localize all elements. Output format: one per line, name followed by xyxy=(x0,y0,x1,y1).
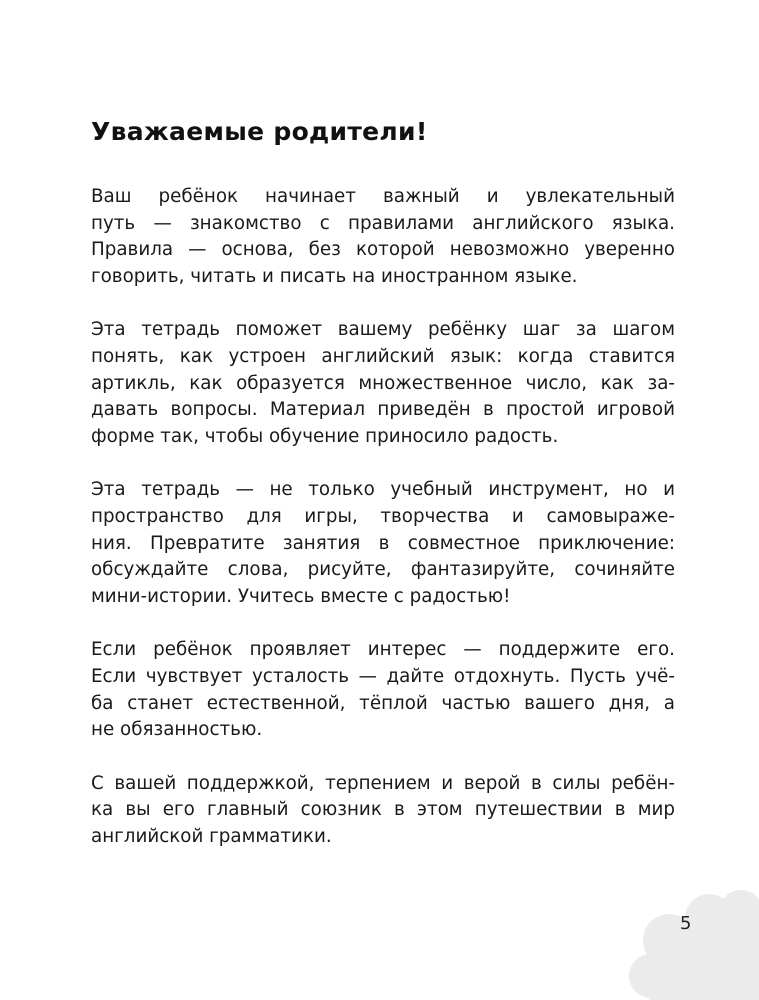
text-line: Если чувствует усталость — дайте отдохнуть. Пусть учё- xyxy=(91,665,675,687)
text-line: давать вопросы. Материал приведён в простой игровой xyxy=(91,399,675,421)
text-line: ния. Превратите занятия в совместное приключение: xyxy=(91,532,675,554)
page-title: Уважаемые родители! xyxy=(91,117,428,146)
text-line: Эта тетрадь — не только учебный инструмент, но и xyxy=(91,479,675,501)
text-line: артикль, как образуется множественное число, как за- xyxy=(91,372,675,394)
cloud-shape xyxy=(629,890,759,1000)
text-line: форме так, чтобы обучение приносило радость. xyxy=(91,425,559,447)
text-line: английской грамматики. xyxy=(91,825,332,847)
text-line: пространство для игры, творчества и самовыраже- xyxy=(91,505,675,527)
text-line: ка вы его главный союзник в этом путешествии в мир xyxy=(91,799,675,821)
paragraph-4 xyxy=(91,637,675,743)
page-number: 5 xyxy=(680,913,692,934)
paragraph-3 xyxy=(91,477,675,610)
paragraph-5 xyxy=(91,771,675,851)
text-line: Правила — основа, без которой невозможно уверенно xyxy=(91,239,675,261)
letter-body xyxy=(91,184,675,877)
paragraph-1 xyxy=(91,184,675,290)
text-line: мини-истории. Учитесь вместе с радостью! xyxy=(91,585,511,607)
text-line: ба станет естественной, тёплой частью вашего дня, а xyxy=(91,692,675,714)
text-line: Если ребёнок проявляет интерес — поддержите его. xyxy=(91,639,675,661)
text-line: Эта тетрадь поможет вашему ребёнку шаг за шагом xyxy=(91,319,675,341)
text-line: не обязанностью. xyxy=(91,719,263,741)
text-line: понять, как устроен английский язык: когда ставится xyxy=(91,345,675,367)
text-line: С вашей поддержкой, терпением и верой в силы ребён- xyxy=(91,772,675,794)
cloud-decoration xyxy=(629,890,759,1000)
text-line: Ваш ребёнок начинает важный и увлекательный xyxy=(91,186,675,207)
text-line: говорить, читать и писать на иностранном языке. xyxy=(91,265,578,287)
text-line: обсуждайте слова, рисуйте, фантазируйте, сочиняйте xyxy=(91,559,675,581)
text-line: путь — знакомство с правилами английского языка. xyxy=(91,212,675,234)
paragraph-2 xyxy=(91,317,675,450)
